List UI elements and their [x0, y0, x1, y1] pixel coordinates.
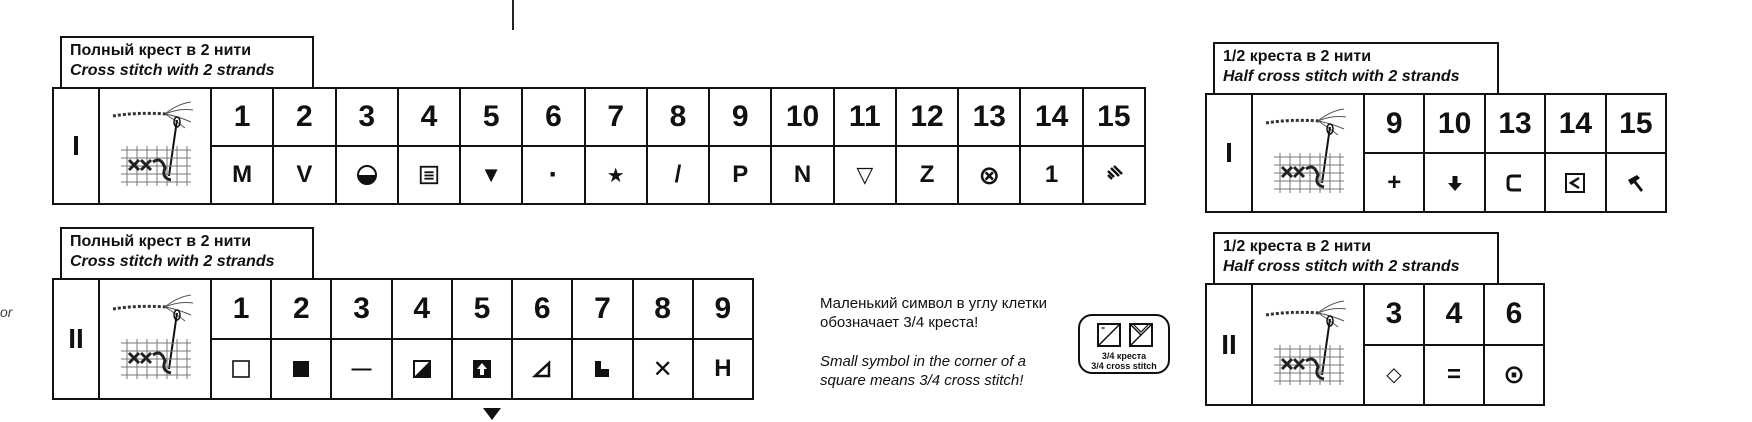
panel-full-1-chart [52, 87, 1146, 205]
boxed-less-than-icon [1546, 154, 1604, 211]
legend-ru: 3/4 креста [1101, 351, 1147, 361]
thread-number: 6 [1485, 285, 1543, 346]
symbol-column [453, 280, 513, 398]
panel-half-2-chart [1205, 283, 1545, 406]
symbol-column [897, 89, 959, 203]
symbol-column [573, 280, 633, 398]
symbol-glyph: N [793, 161, 812, 188]
down-arrow-icon [1425, 154, 1483, 211]
symbol-column [212, 280, 272, 398]
x-icon: ✕ [652, 355, 673, 383]
filled-square-icon [272, 340, 330, 398]
panel-half-1-chart [1205, 93, 1667, 213]
panel-half-2-title-ru: 1/2 креста в 2 нити [1223, 238, 1372, 255]
legend-en: 3/4 cross stitch [1091, 361, 1157, 371]
symbol-column [648, 89, 710, 203]
panel-full-1-roman: I [54, 89, 100, 203]
symbol-column [835, 89, 897, 203]
half-filled-square-icon [393, 340, 451, 398]
thread-number: 11 [835, 89, 895, 147]
symbol-column [1084, 89, 1144, 203]
symbol-column [1365, 285, 1425, 404]
thread-number: 5 [461, 89, 521, 147]
half-filled-circle-icon [337, 147, 397, 203]
panel-full-1-columns [212, 89, 1144, 203]
symbol-column [212, 89, 274, 203]
diagonal-stripes-icon [1084, 147, 1144, 203]
thread-number: 9 [710, 89, 770, 147]
thread-number: 6 [513, 280, 571, 340]
stitch-illustration-icon [1253, 95, 1365, 211]
symbol-column [523, 89, 585, 203]
thread-number: 6 [523, 89, 583, 147]
thread-number: 8 [648, 89, 708, 147]
symbol-column [710, 89, 772, 203]
note-en-line2: square means 3/4 cross stitch! [820, 372, 1024, 389]
thread-number: 1 [212, 89, 272, 147]
symbol-column [634, 280, 694, 398]
symbol-glyph: P [732, 161, 749, 188]
panel-half-1-title-ru: 1/2 креста в 2 нити [1223, 48, 1372, 65]
symbol-column [1546, 95, 1606, 211]
symbol-column [772, 89, 834, 203]
thread-number: 14 [1546, 95, 1604, 154]
thread-number: 3 [337, 89, 397, 147]
down-triangle-icon: ▼ [480, 162, 503, 187]
panel-half-1-columns [1365, 95, 1665, 211]
panel-full-1-title-ru: Полный крест в 2 нити [70, 42, 252, 59]
thread-number: 13 [1486, 95, 1544, 154]
panel-full-2-chart [52, 278, 754, 400]
thread-number: 12 [897, 89, 957, 147]
panel-half-2-roman: II [1207, 285, 1253, 404]
slash-icon: / [674, 161, 682, 188]
stray-edge-text: or [0, 304, 13, 320]
symbol-glyph: V [296, 161, 313, 188]
panel-full-1-header [60, 36, 314, 89]
panel-full-2-title-ru: Полный крест в 2 нити [70, 233, 252, 250]
thread-number: 3 [332, 280, 390, 340]
symbol-column [1021, 89, 1083, 203]
symbol-column [332, 280, 392, 398]
c-shape-icon [1486, 154, 1544, 211]
hammer-icon [1607, 154, 1665, 211]
panel-full-2-title-en: Cross stitch with 2 strands [70, 253, 275, 270]
panel-half-1-roman: I [1207, 95, 1253, 211]
symbol-column [1485, 285, 1543, 404]
note-en-line1: Small symbol in the corner of a [820, 353, 1026, 370]
symbol-column [1425, 95, 1485, 211]
note-ru-line2: обозначает 3/4 креста! [820, 314, 979, 331]
equals-icon: = [1446, 360, 1461, 388]
boxed-lines-icon [399, 147, 459, 203]
thread-number: 9 [1365, 95, 1423, 154]
stitch-illustration-icon [100, 89, 212, 203]
symbol-column [586, 89, 648, 203]
plus-icon: + [1387, 168, 1402, 196]
l-shape-icon [573, 340, 631, 398]
stitch-illustration-icon [100, 280, 212, 398]
circled-dot-icon: ⊙ [1503, 359, 1525, 390]
thread-number: 15 [1607, 95, 1665, 154]
symbol-column [274, 89, 336, 203]
symbol-column [959, 89, 1021, 203]
symbol-column [694, 280, 752, 398]
circled-x-icon: ⊗ [978, 159, 1001, 190]
panel-half-1-title-en: Half cross stitch with 2 strands [1223, 68, 1460, 85]
panel-half-1-header [1213, 42, 1499, 95]
symbol-column [337, 89, 399, 203]
thread-number: 7 [586, 89, 646, 147]
symbol-column [393, 280, 453, 398]
symbol-glyph: M [232, 161, 253, 188]
symbol-column [1425, 285, 1485, 404]
thread-number: 4 [399, 89, 459, 147]
panel-full-2-roman: II [54, 280, 100, 398]
thread-number: 4 [1425, 285, 1483, 346]
dash-icon: — [351, 357, 372, 380]
symbol-glyph: 1 [1044, 161, 1059, 188]
panel-full-1-title-en: Cross stitch with 2 strands [70, 62, 275, 79]
thread-number: 14 [1021, 89, 1081, 147]
panel-half-2-header [1213, 232, 1499, 285]
svg-text:": " [1101, 326, 1106, 335]
symbol-column [272, 280, 332, 398]
thread-number: 10 [772, 89, 832, 147]
stray-arrow-mark [483, 408, 501, 420]
dot-icon: · [548, 158, 559, 191]
thread-number: 8 [634, 280, 692, 340]
thread-number: 1 [212, 280, 270, 340]
thread-number: 9 [694, 280, 752, 340]
symbol-glyph: H [714, 355, 732, 382]
thread-number: 4 [393, 280, 451, 340]
outline-triangle-icon: ▽ [856, 162, 874, 187]
note-ru-line1: Маленький символ в углу клетки [820, 295, 1047, 312]
thread-number: 15 [1084, 89, 1144, 147]
right-triangle-icon [513, 340, 571, 398]
symbol-column [399, 89, 461, 203]
thread-number: 2 [274, 89, 334, 147]
panel-half-2-columns [1365, 285, 1543, 404]
note-ru [820, 294, 1047, 332]
symbol-column [1365, 95, 1425, 211]
stitch-illustration-icon [1253, 285, 1365, 404]
thread-number: 13 [959, 89, 1019, 147]
symbol-column [461, 89, 523, 203]
star-icon: ★ [606, 164, 625, 187]
note-en [820, 352, 1026, 390]
thread-number: 3 [1365, 285, 1423, 346]
thread-number: 10 [1425, 95, 1483, 154]
panel-full-2-columns [212, 280, 752, 398]
stray-line-mark [512, 0, 514, 30]
diamond-icon: ◇ [1386, 364, 1402, 387]
panel-half-2-title-en: Half cross stitch with 2 strands [1223, 258, 1460, 275]
symbol-column [1486, 95, 1546, 211]
thread-number: 2 [272, 280, 330, 340]
three-quarter-stitch-icon [1096, 322, 1156, 348]
thread-number: 5 [453, 280, 511, 340]
thread-number: 7 [573, 280, 631, 340]
symbol-column [1607, 95, 1665, 211]
symbol-column [513, 280, 573, 398]
symbol-glyph: Z [919, 161, 935, 188]
empty-square-icon [212, 340, 270, 398]
panel-full-2-header [60, 227, 314, 280]
up-arrow-square-icon [453, 340, 511, 398]
three-quarter-legend [1078, 314, 1170, 374]
